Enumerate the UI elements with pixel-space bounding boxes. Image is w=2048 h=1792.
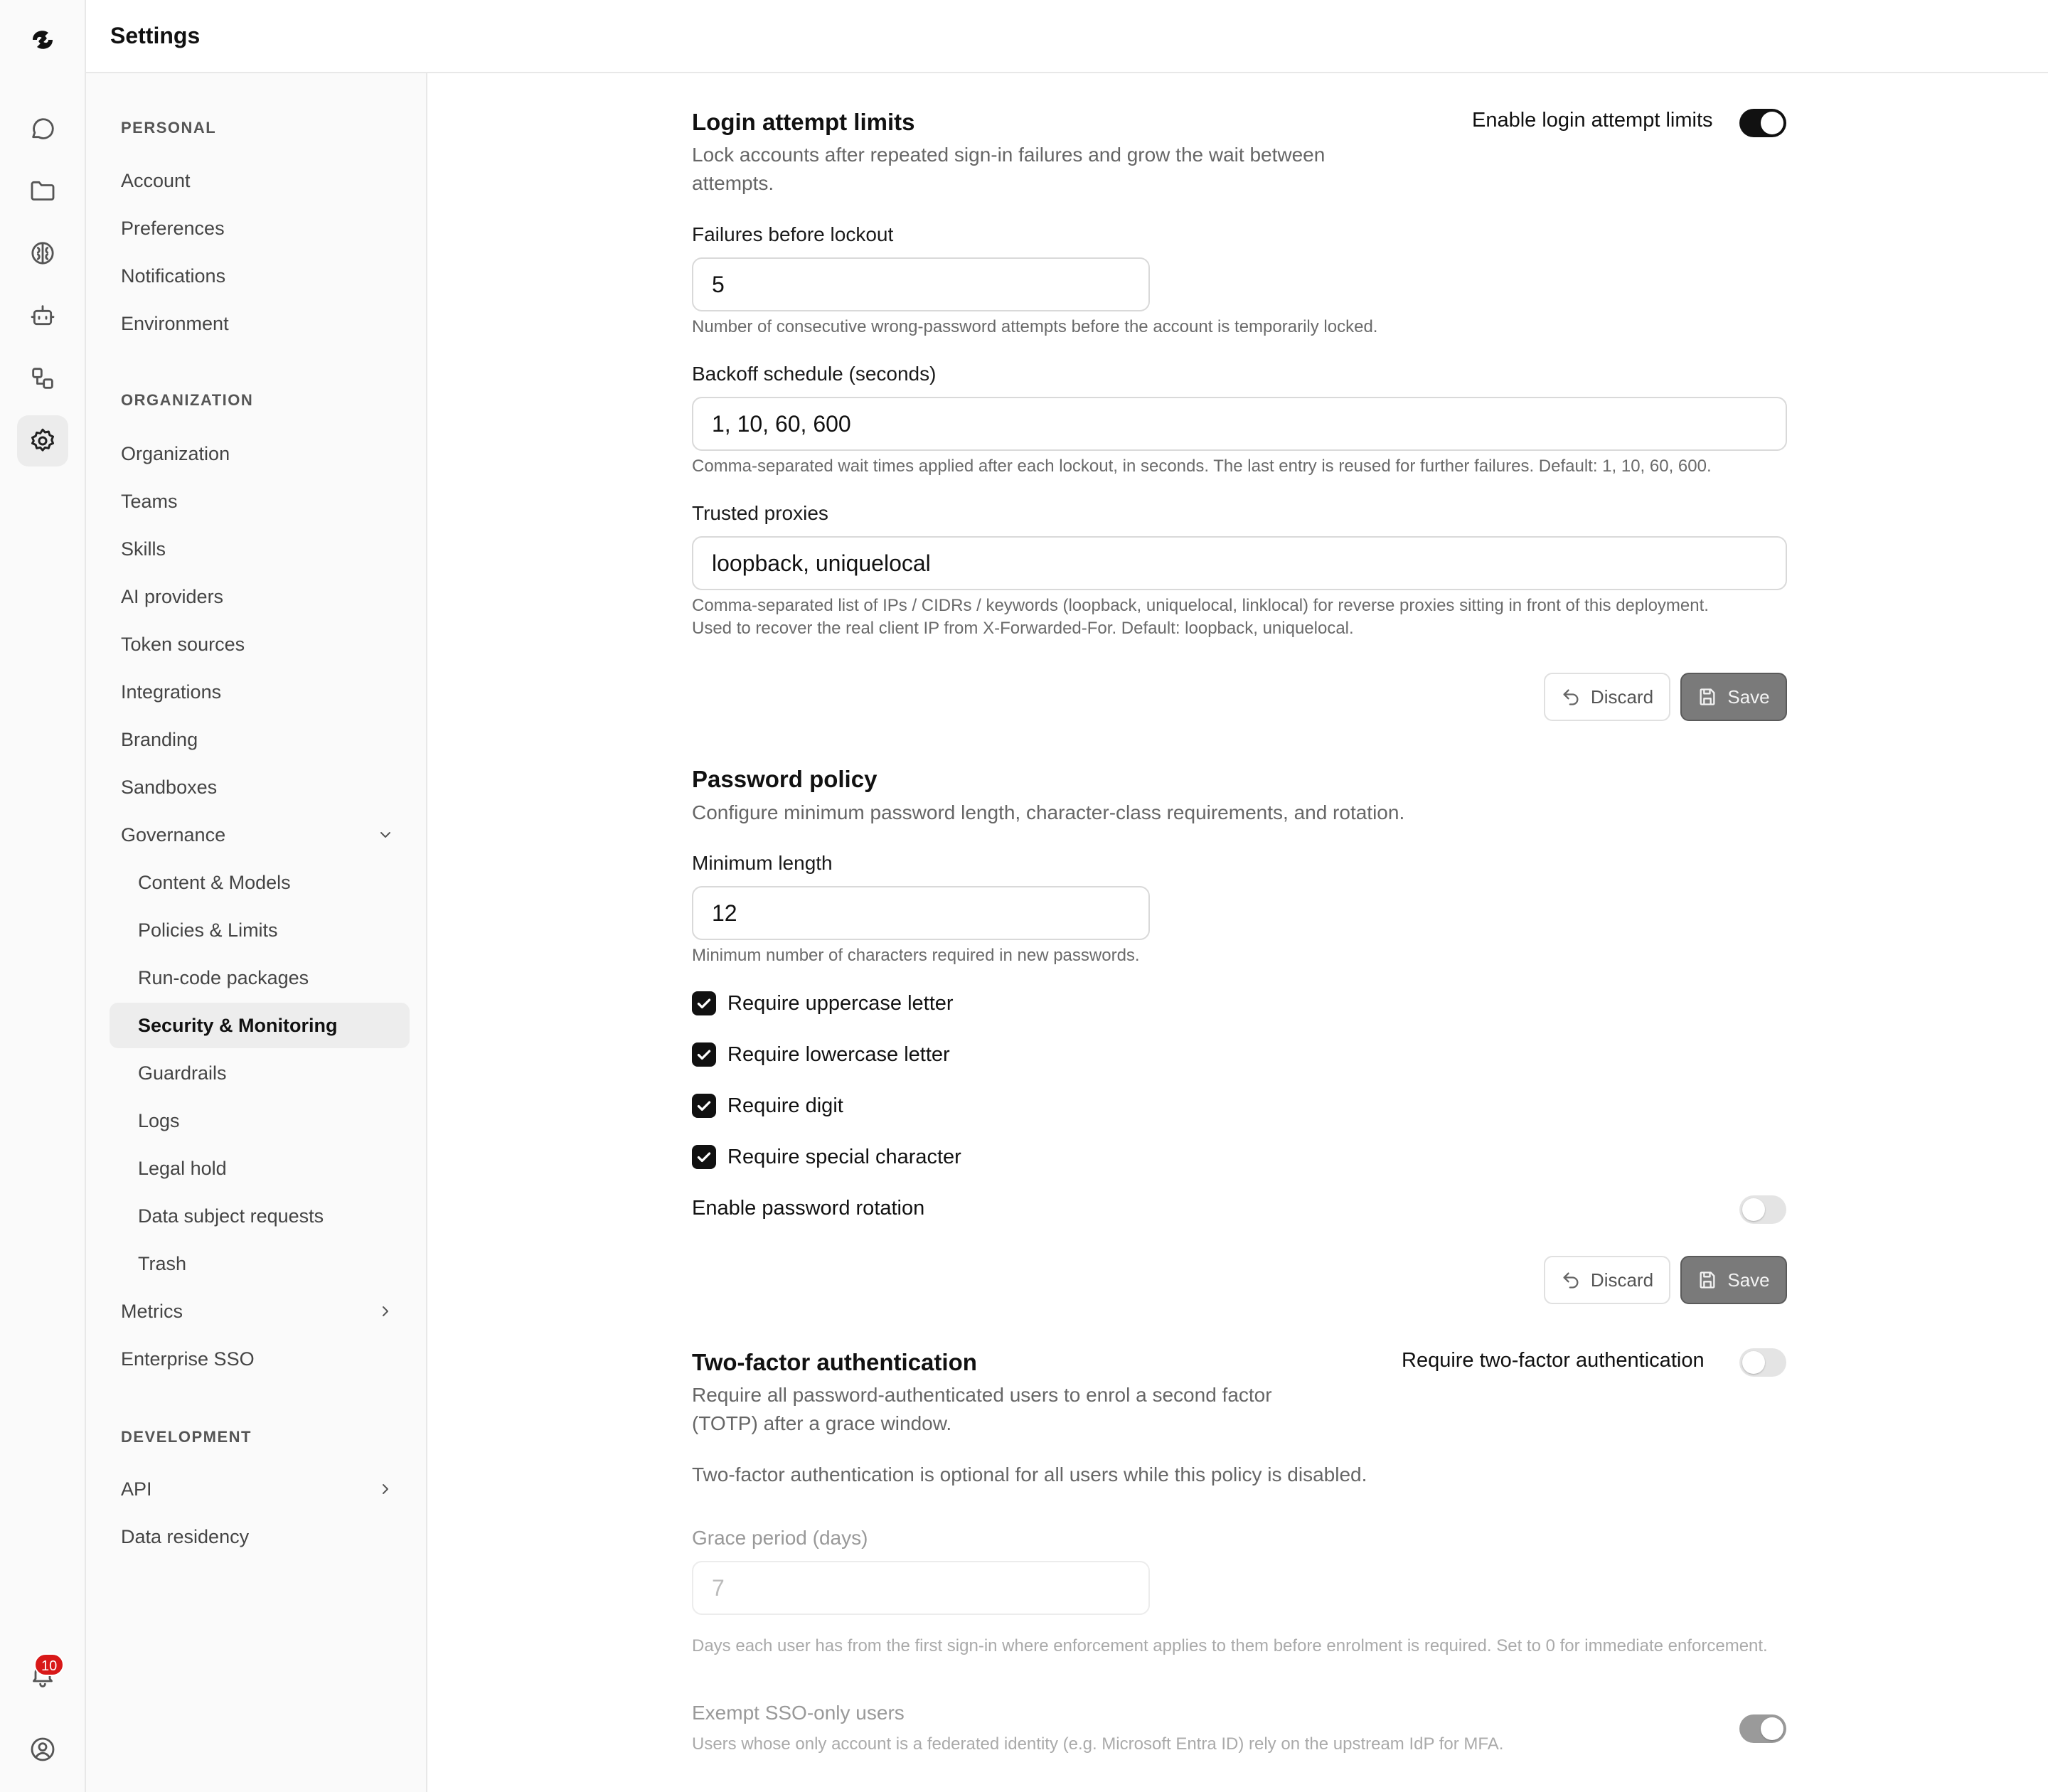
min-length-help: Minimum number of characters required in new passwords. [692, 946, 1140, 965]
section-heading-organization: ORGANIZATION [121, 391, 254, 409]
save-icon [1697, 1270, 1717, 1290]
main-content [427, 73, 2048, 1792]
toggle-knob [1742, 1351, 1765, 1374]
section-title-login-limits: Login attempt limits [692, 109, 915, 135]
sidebar-item-data-residency[interactable]: Data residency [121, 1525, 250, 1547]
discard-label: Discard [1590, 1269, 1654, 1291]
exempt-sso-toggle [1739, 1714, 1786, 1743]
exempt-sso-help: Users whose only account is a federated identity (e.g. Microsoft Entra ID) rely on the upstream IdP for MFA. [692, 1734, 1504, 1754]
sidebar-item-api[interactable] [110, 1466, 410, 1512]
section-description-two-factor: Require all password-authenticated users to enrol a second factor (TOTP) after a grace window. [692, 1384, 1272, 1434]
proxies-help-line-2: Used to recover the real client IP from X-Forwarded-For. Default: loopback, uniquelocal. [692, 619, 1354, 638]
sidebar-item-account[interactable]: Account [121, 169, 191, 191]
require-uppercase-checkbox[interactable] [692, 991, 954, 1015]
user-icon[interactable] [17, 1724, 68, 1775]
sidebar-item-ai-providers[interactable]: AI providers [121, 585, 224, 607]
checkbox-label: Require digit [727, 1094, 843, 1117]
backoff-input[interactable]: 1, 10, 60, 600 [692, 397, 1787, 451]
chevron-down-icon [377, 826, 394, 843]
min-length-label: Minimum length [692, 852, 833, 874]
brain-icon[interactable] [17, 228, 68, 279]
gear-icon[interactable] [17, 415, 68, 466]
require-lowercase-checkbox[interactable] [692, 1042, 950, 1067]
two-factor-toggle[interactable] [1739, 1348, 1786, 1377]
checkbox-checked[interactable] [692, 1145, 716, 1169]
backoff-help: Comma-separated wait times applied after each lockout, in seconds. The last entry is reused for further failures. Default: 1, 10, 60, 600. [692, 457, 1712, 476]
proxies-input[interactable]: loopback, uniquelocal [692, 536, 1787, 590]
section-title-two-factor: Two-factor authentication [692, 1349, 977, 1375]
sidebar-item-environment[interactable]: Environment [121, 312, 229, 334]
section-description-password-policy: Configure minimum password length, character-class requirements, and rotation. [692, 801, 1405, 823]
check-icon [695, 1097, 713, 1115]
sidebar-item-governance[interactable] [110, 812, 410, 858]
sidebar-item-sandboxes[interactable]: Sandboxes [121, 776, 218, 798]
settings-sidebar [86, 73, 427, 1792]
failures-input[interactable]: 5 [692, 257, 1150, 311]
sidebar-item-metrics[interactable] [110, 1289, 410, 1334]
checkbox-checked[interactable] [692, 991, 716, 1015]
app-logo-icon[interactable] [27, 24, 58, 55]
proxies-help-line-1: Comma-separated list of IPs / CIDRs / keywords (loopback, uniquelocal, linklocal) for reverse proxies sitting in front of this deployment. [692, 596, 1709, 615]
icon-rail [0, 0, 86, 1792]
top-header [86, 0, 2048, 73]
section-heading-development: DEVELOPMENT [121, 1428, 252, 1446]
save-icon [1697, 687, 1717, 707]
checkbox-label: Require lowercase letter [727, 1042, 950, 1066]
save-button[interactable] [1680, 1256, 1787, 1304]
proxies-label: Trusted proxies [692, 502, 828, 524]
rotation-toggle[interactable] [1739, 1195, 1786, 1224]
sidebar-item-content-models[interactable]: Content & Models [138, 871, 291, 893]
save-button[interactable] [1680, 673, 1787, 721]
discard-label: Discard [1590, 686, 1654, 708]
min-length-input[interactable]: 12 [692, 886, 1150, 940]
grace-period-input: 7 [692, 1561, 1150, 1615]
toggle-knob [1761, 1717, 1783, 1740]
sidebar-item-data-subject-requests[interactable]: Data subject requests [138, 1205, 324, 1227]
sidebar-item-run-code-packages[interactable]: Run-code packages [138, 966, 309, 988]
section-title-password-policy: Password policy [692, 766, 878, 792]
failures-help: Number of consecutive wrong-password attempts before the account is temporarily locked. [692, 317, 1378, 336]
sidebar-item-logs[interactable]: Logs [138, 1109, 180, 1131]
section-description-login-limits: Lock accounts after repeated sign-in failures and grow the wait between attempts. [692, 144, 1326, 194]
toggle-knob [1742, 1198, 1765, 1221]
sidebar-item-label: Governance [121, 823, 226, 846]
login-limits-toggle-label: Enable login attempt limits [1472, 109, 1713, 132]
sidebar-item-legal-hold[interactable]: Legal hold [138, 1157, 227, 1179]
notification-badge: 10 [34, 1653, 64, 1676]
two-factor-toggle-label: Require two-factor authentication [1402, 1349, 1705, 1372]
save-label: Save [1727, 1269, 1770, 1291]
two-factor-status-text: Two-factor authentication is optional for all users while this policy is disabled. [692, 1463, 1367, 1486]
toggle-knob [1761, 112, 1783, 134]
check-icon [695, 994, 713, 1013]
folder-icon[interactable] [17, 165, 68, 216]
failures-label: Failures before lockout [692, 223, 894, 245]
exempt-sso-label: Exempt SSO-only users [692, 1702, 905, 1724]
sidebar-item-branding[interactable]: Branding [121, 728, 198, 750]
require-digit-checkbox[interactable] [692, 1094, 843, 1118]
workflow-icon[interactable] [17, 353, 68, 404]
checkbox-checked[interactable] [692, 1042, 716, 1067]
chevron-right-icon [377, 1481, 394, 1498]
sidebar-item-teams[interactable]: Teams [121, 490, 178, 512]
sidebar-item-trash[interactable]: Trash [138, 1252, 187, 1274]
require-special-checkbox[interactable] [692, 1145, 961, 1169]
chevron-right-icon [377, 1303, 394, 1320]
sidebar-item-security-monitoring[interactable]: Security & Monitoring [110, 1003, 410, 1048]
sidebar-item-enterprise-sso[interactable]: Enterprise SSO [121, 1348, 255, 1370]
sidebar-item-organization[interactable]: Organization [121, 442, 230, 464]
login-limits-toggle[interactable] [1739, 109, 1786, 137]
page-title: Settings [110, 23, 201, 48]
sidebar-item-token-sources[interactable]: Token sources [121, 633, 245, 655]
grace-period-help: Days each user has from the first sign-in where enforcement applies to them before enrolment is required. Set to 0 for immediate enforcement. [692, 1636, 1768, 1655]
sidebar-item-guardrails[interactable]: Guardrails [138, 1062, 227, 1084]
sidebar-item-integrations[interactable]: Integrations [121, 681, 222, 703]
sidebar-item-preferences[interactable]: Preferences [121, 217, 225, 239]
grace-period-label: Grace period (days) [692, 1527, 868, 1549]
discard-button[interactable] [1544, 673, 1670, 721]
undo-icon [1561, 1270, 1581, 1290]
sidebar-item-label: Metrics [121, 1300, 183, 1322]
sidebar-item-skills[interactable]: Skills [121, 538, 166, 560]
check-icon [695, 1148, 713, 1166]
save-label: Save [1727, 686, 1770, 708]
backoff-label: Backoff schedule (seconds) [692, 363, 937, 385]
sidebar-item-policies-limits[interactable]: Policies & Limits [138, 919, 278, 941]
chat-icon[interactable] [17, 103, 68, 154]
check-icon [695, 1045, 713, 1064]
undo-icon [1561, 687, 1581, 707]
sidebar-item-notifications[interactable]: Notifications [121, 265, 226, 287]
checkbox-label: Require uppercase letter [727, 991, 954, 1015]
bot-icon[interactable] [17, 290, 68, 341]
checkbox-checked[interactable] [692, 1094, 716, 1118]
rotation-label: Enable password rotation [692, 1197, 925, 1220]
sidebar-item-label: API [121, 1478, 152, 1500]
section-heading-personal: PERSONAL [121, 119, 217, 137]
checkbox-label: Require special character [727, 1145, 961, 1168]
discard-button[interactable] [1544, 1256, 1670, 1304]
